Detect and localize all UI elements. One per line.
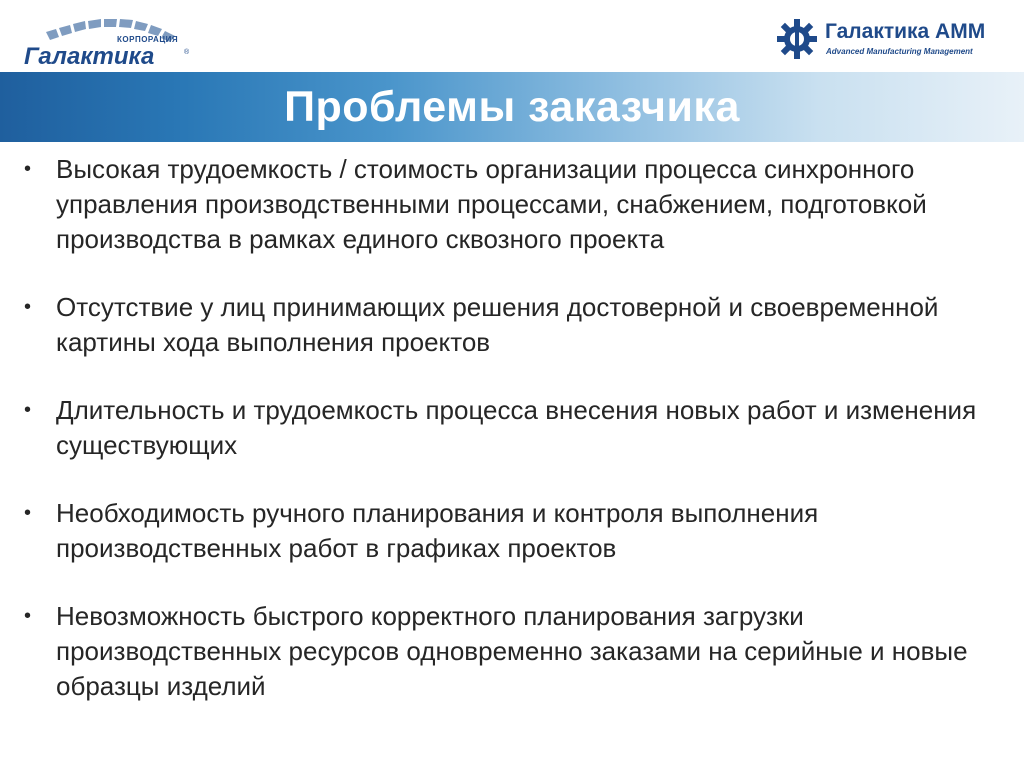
slide-title: Проблемы заказчика (284, 83, 740, 131)
bullet-text: Отсутствие у лиц принимающих решения достоверной и своевременной картины хода выполнения проектов (56, 292, 939, 357)
title-bar (0, 72, 1024, 142)
bullet-icon: • (24, 605, 32, 627)
bullet-item (0, 393, 1024, 463)
bullet-text: Необходимость ручного планирования и контроля выполнения производственных работ в графиках проектов (56, 498, 819, 563)
registered-mark: ® (184, 49, 190, 56)
galaktika-logo-text: Галактика (24, 43, 155, 70)
bullet-item (0, 599, 1024, 704)
gear-icon (776, 18, 818, 60)
galaktika-amm-logo (776, 18, 1006, 62)
slide-content (0, 152, 1024, 764)
bullet-item (0, 290, 1024, 360)
slide-header (0, 0, 1024, 72)
galaktika-corporation-logo (22, 10, 202, 70)
bullet-icon: • (24, 502, 32, 524)
bullet-icon: • (24, 296, 32, 318)
bullet-list (0, 152, 1024, 704)
bullet-text: Длительность и трудоемкость процесса внесения новых работ и изменения существующих (56, 395, 977, 460)
bullet-item (0, 152, 1024, 257)
bullet-item (0, 496, 1024, 566)
galaktika-amm-logo-text: Галактика АММ (825, 20, 986, 43)
corporation-label: КОРПОРАЦИЯ (117, 35, 179, 44)
bullet-icon: • (24, 399, 32, 421)
bullet-text: Невозможность быстрого корректного планирования загрузки производственных ресурсов одновременно заказами на серийные и новые образцы изделий (56, 601, 968, 701)
bullet-text: Высокая трудоемкость / стоимость организации процесса синхронного управления производственными процессами, снабжением, подготовкой производства в рамках единого сквозного проекта (56, 154, 927, 254)
logo-tagline: Advanced Manufacturing Management (826, 47, 973, 56)
bullet-icon: • (24, 158, 32, 180)
